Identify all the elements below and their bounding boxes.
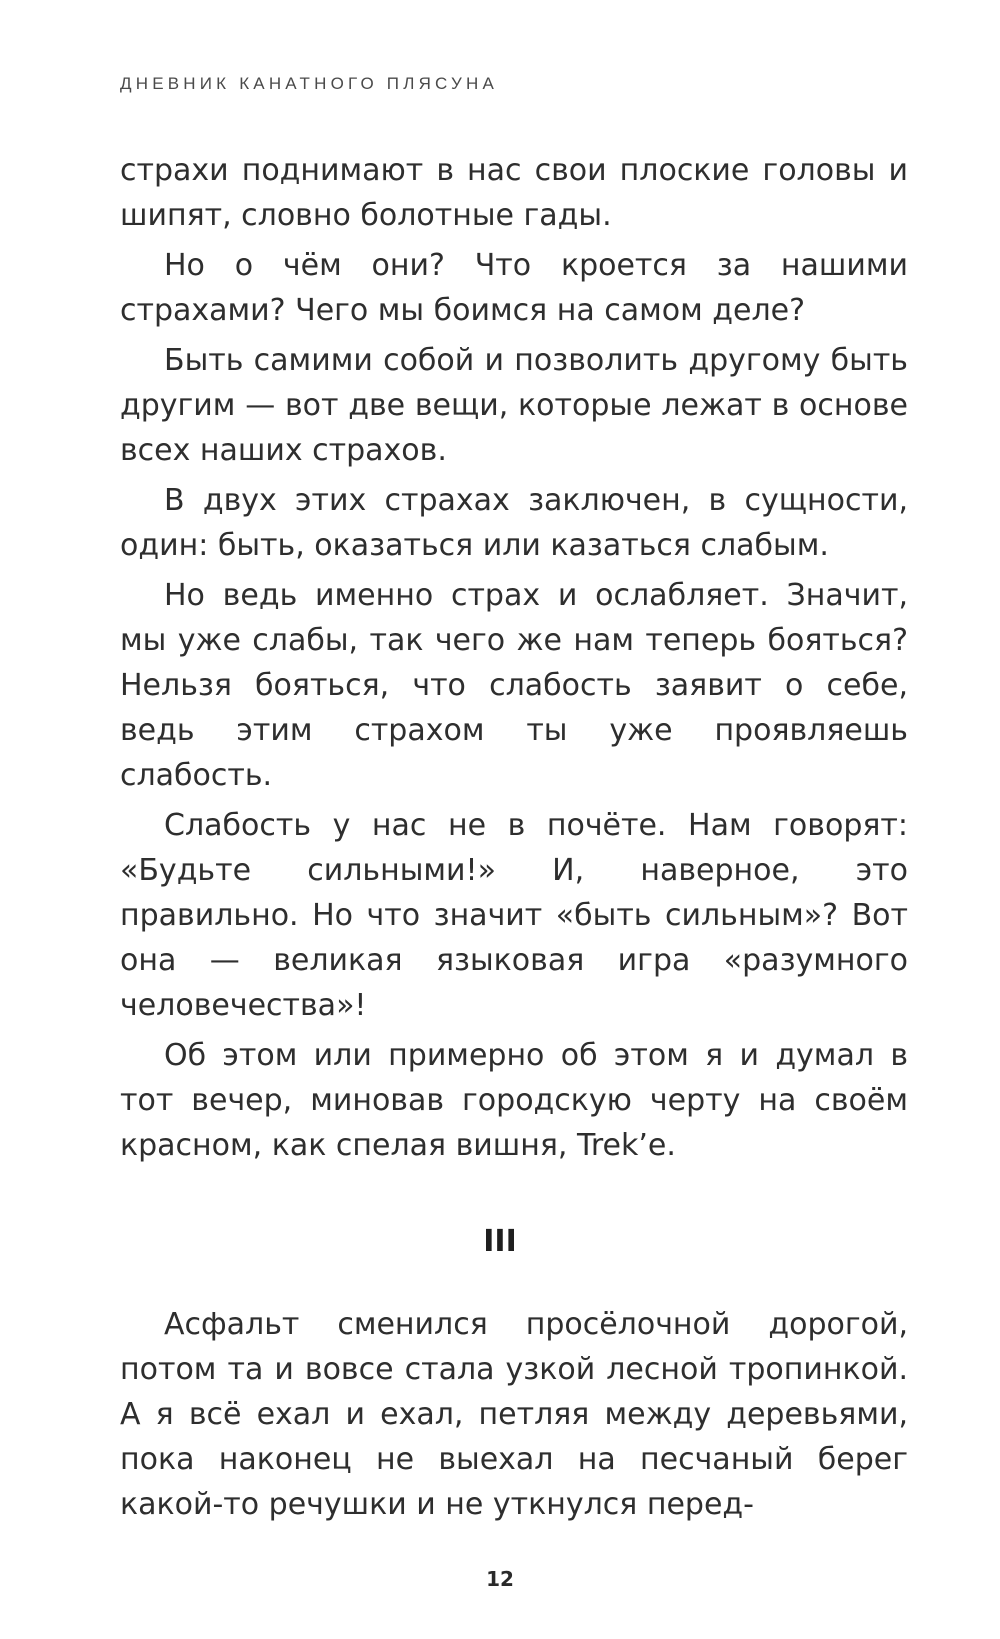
running-head: ДНЕВНИК КАНАТНОГО ПЛЯСУНА: [120, 74, 498, 93]
paragraph: Но ведь именно страх и ослабляет. Значит, мы уже слабы, так чего же нам теперь бояться? Нельзя бояться, что слабость заявит о себе, ведь этим страхом ты уже проявляешь слабость.: [120, 578, 908, 793]
paragraph: Асфальт сменился просёлочной дорогой, потом та и вовсе стала узкой лесной тропинкой. А я всё ехал и ехал, петляя между деревьями, пока наконец не выехал на песчаный берег какой-то речушки и не уткнулся перед-: [120, 1307, 908, 1522]
section-heading: III: [483, 1224, 517, 1259]
page-number: 12: [486, 1567, 514, 1591]
section-text-block: [120, 1302, 908, 1527]
paragraph: Но о чём они? Что кроется за нашими страхами? Чего мы боимся на самом деле?: [120, 248, 908, 328]
paragraph: Быть самими собой и позволить другому быть другим — вот две вещи, которые лежат в основе всех наших страхов.: [120, 343, 908, 468]
paragraph-continuation: страхи поднимают в нас свои плоские головы и шипят, словно болотные гады.: [120, 153, 908, 233]
main-text-block: [120, 148, 908, 1173]
paragraph: Об этом или примерно об этом я и думал в тот вечер, миновав городскую черту на своём красном, как спелая вишня, Trek’e.: [120, 1038, 908, 1163]
paragraph: Слабость у нас не в почёте. Нам говорят: «Будьте сильными!» И, наверное, это правильно. Но что значит «быть сильным»? Вот она — великая языковая игра «разумного человечества»!: [120, 808, 908, 1023]
paragraph: В двух этих страхах заключен, в сущности, один: быть, оказаться или казаться слабым.: [120, 483, 908, 563]
